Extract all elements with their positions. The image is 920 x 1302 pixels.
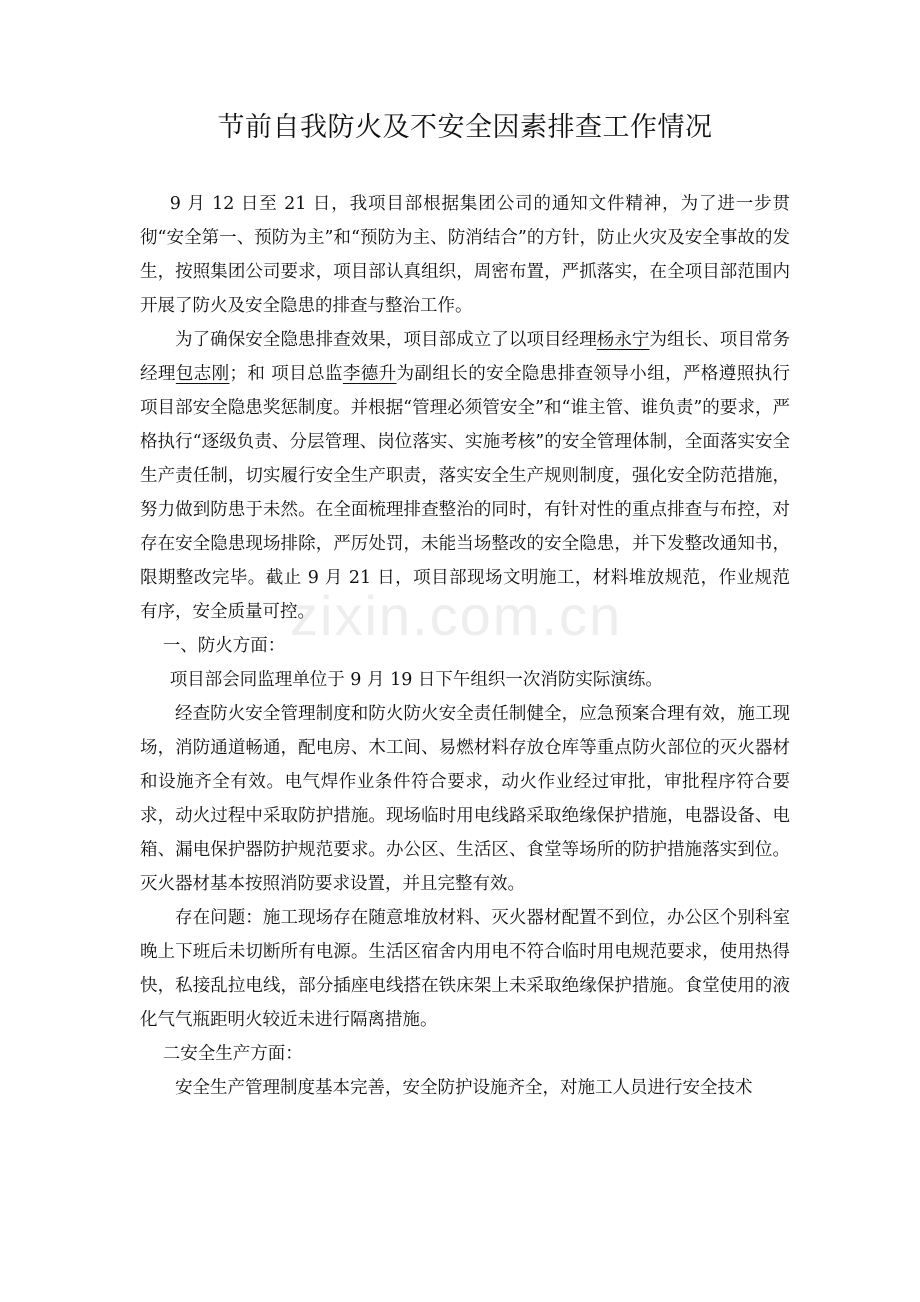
text-segment: ；和 项目总监 bbox=[229, 364, 343, 385]
section-heading-fire: 一、防火方面： bbox=[162, 636, 286, 657]
text-segment: 为组长、项目常务经理 bbox=[140, 330, 791, 385]
watermark: zixin.com.cn bbox=[290, 584, 623, 647]
name-executive-manager: 包志刚 bbox=[175, 364, 230, 385]
paragraph-safety: 安全生产管理制度基本完善，安全防护设施齐全，对施工人员进行安全技术 bbox=[175, 1078, 753, 1099]
paragraph-intro: 9 月 12 日至 21 日，我项目部根据集团公司的通知文件精神，为了进一步贯彻“安全第一、预防为主”和“预防为主、防消结合”的方针，防止火灾及安全事故的发生，按照集团公司要求，项目部认真组织，周密布置，严抓落实，在全项目部范围内开展了防火及安全隐患的排查与整治工作。 bbox=[140, 194, 790, 317]
text-segment: 为了确保安全隐患排查效果，项目部成立了以项目经理 bbox=[175, 330, 597, 351]
paragraph-problems: 存在问题：施工现场存在随意堆放材料、灭火器材配置不到位，办公区个别科室晚上下班后未切断所有电源。生活区宿舍内用电不符合临时用电规范要求，使用热得快，私接乱拉电线，部分插座电线搭在铁床架上未采取绝缘保护措施。食堂使用的液化气气瓶距明火较近未进行隔离措施。 bbox=[140, 908, 790, 1031]
name-project-manager: 杨永宁 bbox=[596, 330, 650, 351]
name-chief-supervisor: 李德升 bbox=[342, 364, 397, 385]
paragraph-organization bbox=[140, 323, 790, 629]
paragraph-drill: 项目部会同监理单位于 9 月 19 日下午组织一次消防实际演练。 bbox=[169, 670, 663, 691]
section-heading-safety: 二安全生产方面： bbox=[162, 1044, 303, 1065]
document-page bbox=[140, 110, 790, 1105]
paragraph-fire-inspection: 经查防火安全管理制度和防火防火安全责任制健全，应急预案合理有效，施工现场，消防通道畅通，配电房、木工间、易燃材料存放仓库等重点防火部位的灭火器材和设施齐全有效。电气焊作业条件符合要求，动火作业经过审批，审批程序符合要求，动火过程中采取防护措施。现场临时用电线路采取绝缘保护措施，电器设备、电箱、漏电保护器防护规范要求。办公区、生活区、食堂等场所的防护措施落实到位。灭火器材基本按照消防要求设置，并且完整有效。 bbox=[140, 704, 790, 895]
text-segment: 为副组长的安全隐患排查领导小组，严格遵照执行项目部安全隐患奖惩制度。并根据“管理必须管安全”和“谁主管、谁负责”的要求，严格执行“逐级负责、分层管理、岗位落实、实施考核”的安全管理体制，全面落实安全生产责任制，切实履行安全生产职责，落实安全生产规则制度，强化安全防范措施，努力做到防患于未然。在全面梳理排查整治的同时，有针对性的重点排查与布控，对存在安全隐患现场排除，严厉处罚，未能当场整改的安全隐患，并下发整改通知书，限期整改完毕。截止 9 月 21 日，项目部现场文明施工，材料堆放规范，作业规范有序，安全质量可控。 bbox=[140, 364, 791, 623]
document-title: 节前自我防火及不安全因素排查工作情况 bbox=[217, 112, 713, 143]
